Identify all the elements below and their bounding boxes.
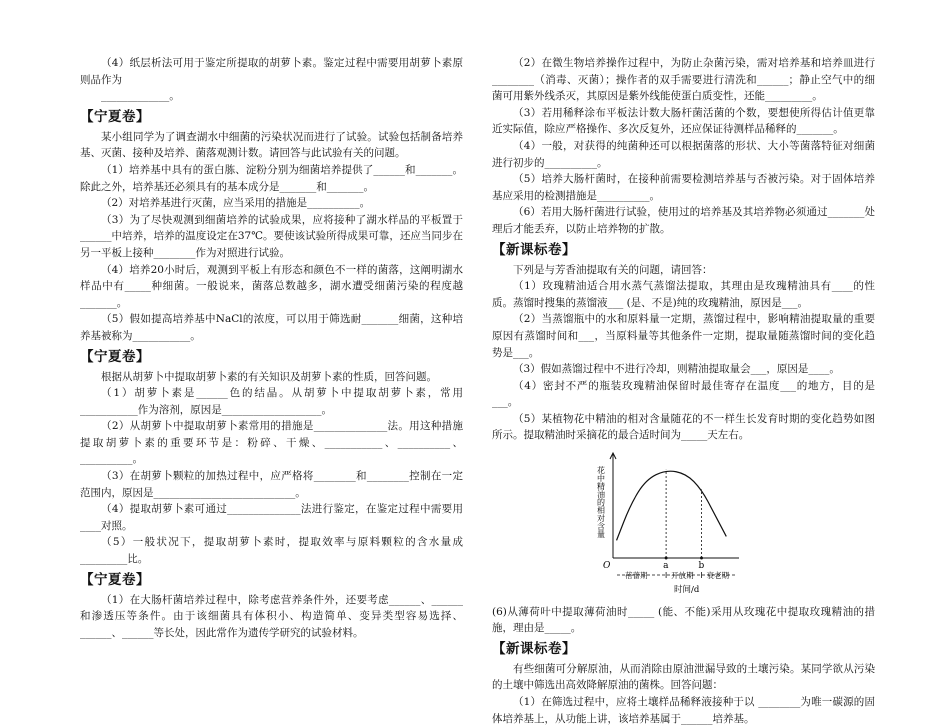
sec2-line-5: （5）一般状况下，提取胡萝卜素时，提取效率与原料颗粒的含水量成_________比。 xyxy=(80,536,463,566)
sec4-line-4: （4）密封不严的瓶装玫瑰精油保留时最佳寄存在温度___的地方，目的是___。 xyxy=(492,379,875,409)
sec1-line-2: （2）对培养基进行灭菌，应当采用的措施是__________。 xyxy=(101,197,371,210)
sec3-line-0: （1）在大肠杆菌培养过程中，除考虑营养条件外，还要考虑______、______和渗透压等条件。由于该细菌具有体积小、构造简单、变异类型容易选择、______、______等长处，因此常作为遗传学研究的试验材料。 xyxy=(80,593,463,639)
sec1-line-0: 某小组同学为了调查湖水中细菌的污染状况而进行了试验。试验包括制备培养基、灭菌、接种及培养、菌落观测计数。请回答与此试验有关的问题。 xyxy=(80,130,463,160)
essential-oil-chart xyxy=(587,446,747,596)
tick-point-b xyxy=(700,557,703,560)
tick-label-a: a xyxy=(663,561,669,572)
sec2-line-0: 根据从胡萝卜中提取胡萝卜素的有关知识及胡萝卜素的性质，回答问题。 xyxy=(101,370,437,383)
tick-label-b: b xyxy=(698,561,705,572)
right-top-line-3: （5）培养大肠杆菌时，在接种前需要检测培养基与否被污染。对于固体培养基应采用的检测措施是__________。 xyxy=(492,173,875,202)
sec5-line-0: 有些细菌可分解原油，从而消除由原油泄漏导致的土壤污染。某同学欲从污染的土壤中筛选出高效降解原油的菌株。回答问题： xyxy=(492,662,875,692)
sec1-line-1: （1）培养基中具有的蛋白胨、淀粉分别为细菌培养提供了______和_______。除此之外，培养基还必须具有的基本成分是_______和_______。 xyxy=(80,163,463,193)
origin-label: O xyxy=(603,561,611,572)
section-title-3: 【宁夏卷】 xyxy=(80,571,150,588)
section-title-2: 【宁夏卷】 xyxy=(80,348,150,365)
sec4-line-0: 下列是与芳香油提取有关的问题，请回答： xyxy=(513,263,713,276)
section-title-1: 【宁夏卷】 xyxy=(80,108,150,125)
x-axis-label: 时间/d xyxy=(674,585,700,596)
sec2-line-4: （4）提取胡萝卜素可通过______________法进行鉴定，在鉴定过程中需要用____对照。 xyxy=(80,503,463,532)
tick-point-a xyxy=(665,557,668,560)
sec4-line-3: （3）假如蒸馏过程中不进行冷却，则精油提取量会___，原因是____。 xyxy=(513,363,840,376)
section-title-5: 【新课标卷】 xyxy=(492,640,576,657)
right-top-line-1: （3）若用稀释涂布平板法计数大肠杆菌活菌的个数，要想使所得估计值更靠近实际值，除应严格操作、多次反复外，还应保证待测样品稀释的_______。 xyxy=(492,106,875,136)
right-column xyxy=(492,55,875,727)
section-title-4: 【新课标卷】 xyxy=(492,241,576,258)
y-axis-label: 花中精油的相对含量 xyxy=(596,466,606,539)
sec4-line-1: （1）玫瑰精油适合用水蒸气蒸馏法提取，其理由是玫瑰精油具有____的性质。蒸馏时搜集的蒸馏液___ (是、不是)纯的玫瑰精油，原因是___。 xyxy=(492,280,875,309)
sec1-line-5: （5）假如提高培养基中NaCl的浓度，可以用于筛选耐_______细菌，这种培养基被称为___________。 xyxy=(80,313,463,342)
intro-line-2: _____________。 xyxy=(101,90,180,103)
sec1-line-3: （3）为了尽快观测到细菌培养的试验成果，应将接种了湖水样品的平板置于______中培养，培养的温度设定在37℃。要使该试验所得成果可靠，还应当同步在另一平板上接种________作为对照进行试验。 xyxy=(80,213,463,259)
intro-line-1: （4）纸层析法可用于鉴定所提取的胡萝卜素。鉴定过程中需要用胡萝卜素原则品作为 xyxy=(80,57,463,86)
left-column xyxy=(80,55,463,641)
sec4-line-5: （5）某植物花中精油的相对含量随花的不一样生长发育时期的变化趋势如图所示。提取精油时采摘花的最合适时间为_____天左右。 xyxy=(492,412,875,442)
stage-label-decline: 衰老期 xyxy=(706,571,729,581)
stage-label-bud: 蓓蕾期 xyxy=(625,571,648,581)
stage-label-bloom: 开放期 xyxy=(671,571,694,581)
sec1-line-4: （4）培养20小时后，观测到平板上有形态和颜色不一样的菌落，这阐明湖水样品中有_____种细菌。一般说来，菌落总数越多，湖水遭受细菌污染的程度越_______。 xyxy=(80,263,463,309)
data-series-line xyxy=(617,471,727,540)
sec2-line-2: （2）从胡萝卜中提取胡萝卜素常用的措施是______________法。用这种措施提取胡萝卜素的重要环节是：粉碎、干燥、___________、__________、__________。 xyxy=(80,420,463,466)
sec2-line-1: （1）胡萝卜素是______色的结晶。从胡萝卜中提取胡萝卜素，常用___________作为溶剂，原因是___________________。 xyxy=(80,387,463,416)
sec4-line-2: （2）当蒸馏瓶中的水和原料量一定期，蒸馏过程中，影响精油提取量的重要原因有蒸馏时间和___，当原料量等其他条件一定期，提取量随蒸馏时间的变化趋势是___。 xyxy=(492,313,875,359)
right-top-line-4: （6）若用大肠杆菌进行试验，使用过的培养基及其培养物必须通过_______处理后才能丢弃，以防止培养物的扩散。 xyxy=(492,206,875,235)
right-top-line-0: （2）在微生物培养操作过程中，为防止杂菌污染，需对培养基和培养皿进行________（消毒、灭菌）；操作者的双手需要进行清洗和______；静止空气中的细菌可用紫外线杀灭，其原因是紫外线能使蛋白质变性，还能_________。 xyxy=(492,57,875,103)
sec4-after-chart: (6)从薄荷叶中提取薄荷油时_____ (能、不能)采用从玫瑰花中提取玫瑰精油的措施，理由是_____。 xyxy=(492,605,875,635)
right-top-line-2: （4）一般，对获得的纯菌种还可以根据菌落的形状、大小等菌落特征对细菌进行初步的__________。 xyxy=(492,139,875,169)
sec5-line-1: （1）在筛选过程中，应将土壤样品稀释液接种于以 ________为唯一碳源的固体培养基上，从功能上讲，该培养基属于______培养基。 xyxy=(492,696,875,725)
sec2-line-3: （3）在胡萝卜颗粒的加热过程中，应严格将________和________控制在一定范围内，原因是___________________________。 xyxy=(80,470,463,499)
